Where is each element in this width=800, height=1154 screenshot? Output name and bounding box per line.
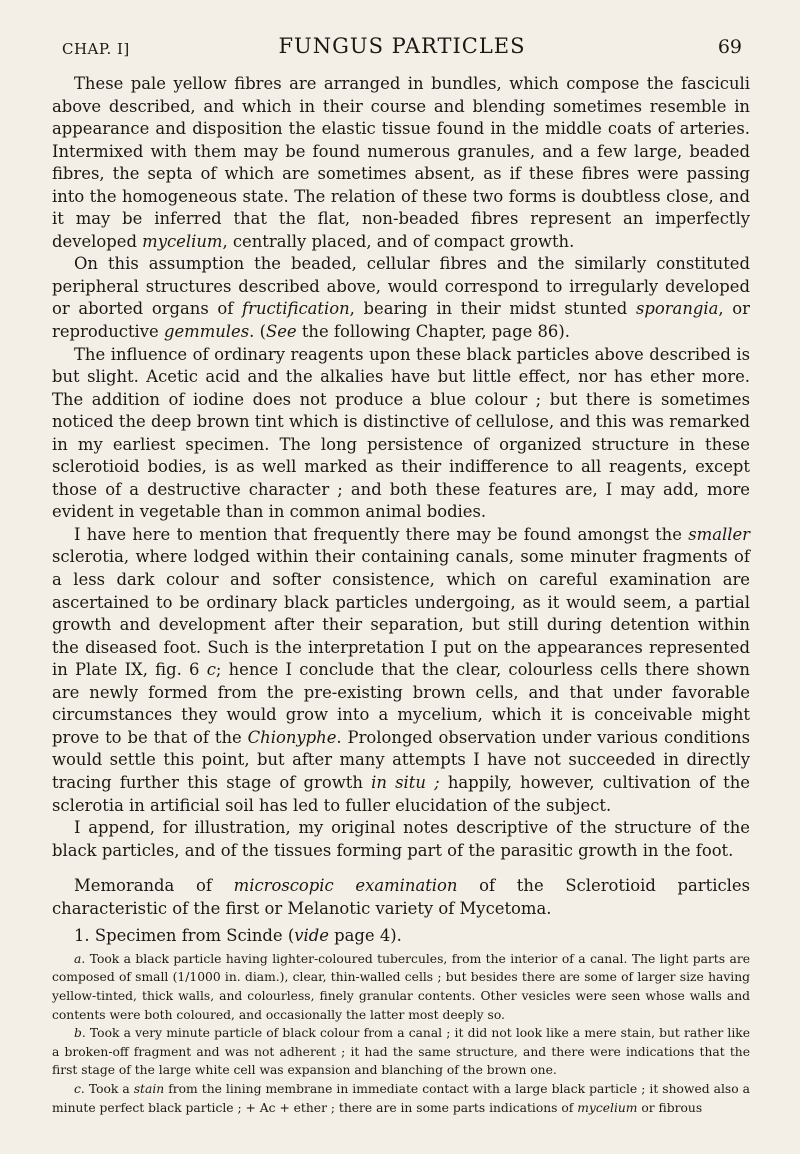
italic-text: mycelium bbox=[142, 231, 223, 251]
italic-text: mycelium bbox=[577, 1100, 638, 1115]
chapter-label: CHAP. I] bbox=[62, 40, 130, 58]
italic-text: gemmules bbox=[163, 322, 250, 342]
paragraph bbox=[52, 817, 750, 862]
text-run: , centrally placed, and of compact growth. bbox=[222, 231, 575, 251]
italic-text: fructification bbox=[242, 299, 350, 319]
paragraph bbox=[52, 925, 750, 948]
paragraph bbox=[52, 344, 750, 524]
text-run: These pale yellow fibres are arranged in bundles, which compose the fasciculi above described, and which in their course and blending sometimes resemble in appearance and disposition the elastic tissue found in the middle coats of arteries. Intermixed with them may be found numerous granules, and a few large, beaded fibres, the septa of which are sometimes absent, as if these fibres were passing into the homogeneous state. The relation of these two forms is doubtless close, and it may be inferred that the flat, non-beaded fibres represent an imperfectly developed bbox=[52, 74, 750, 251]
italic-text: a bbox=[74, 951, 82, 966]
italic-text: sporangia bbox=[635, 299, 719, 319]
paragraphs bbox=[52, 73, 750, 948]
paragraph bbox=[52, 875, 750, 920]
page-number: 69 bbox=[717, 36, 742, 58]
body-text bbox=[52, 73, 750, 1117]
text-run: , or reproductive bbox=[52, 299, 750, 342]
italic-text: vide bbox=[294, 926, 329, 946]
specimen-note bbox=[52, 950, 750, 1024]
text-run: . Prolonged observation under various conditions would settle this point, but after many attempts I have not succeeded in directly tracing further this stage of growth bbox=[52, 727, 750, 792]
italic-text: c bbox=[74, 1081, 81, 1096]
specimen-note bbox=[52, 1024, 750, 1080]
italic-text: b bbox=[74, 1026, 82, 1041]
text-run: . Took a very minute particle of black colour from a canal ; it did not look like a mere stain, but rather like a broken-off fragment and was not adherent ; it had the same structure, and there were indications that the first stage of the large white cell was expansion and blanching of the brown one. bbox=[52, 1026, 750, 1078]
running-header bbox=[62, 32, 742, 68]
text-run: ; hence I conclude that the clear, colourless cells there shown are newly formed from the pre-existing brown cells, and that under favorable circumstances they would grow into a mycelium, which it is conceivable might prove to be that of the bbox=[52, 660, 750, 747]
text-run: I have here to mention that frequently there may be found amongst the bbox=[74, 524, 689, 544]
text-run: of the Sclerotioid particles characteristic of the first or Melanotic variety of Mycetoma. bbox=[52, 876, 750, 918]
text-run: from the lining membrane in immediate contact with a large black particle ; it showed also a minute perfect black particle ; + Ac + ether ; there are in some parts indications of bbox=[52, 1081, 750, 1115]
specimen-notes bbox=[52, 950, 750, 1117]
text-run: 1. Specimen from Scinde ( bbox=[74, 926, 295, 946]
text-run: the following Chapter, page 86). bbox=[296, 322, 570, 342]
text-run: I append, for illustration, my original notes descriptive of the structure of the black particles, and of the tissues forming part of the parasitic growth in the foot. bbox=[52, 818, 750, 860]
text-run: . Took a bbox=[80, 1081, 134, 1096]
italic-text: See bbox=[265, 322, 297, 342]
italic-text: microscopic examination bbox=[233, 876, 458, 896]
paragraph bbox=[52, 73, 750, 253]
paragraph bbox=[52, 524, 750, 817]
paragraph bbox=[52, 253, 750, 343]
italic-text: c bbox=[206, 660, 216, 680]
italic-text: smaller bbox=[688, 524, 750, 544]
text-run: Memoranda of bbox=[74, 876, 234, 896]
italic-text: stain bbox=[133, 1081, 165, 1096]
text-run: or fibrous bbox=[637, 1100, 703, 1115]
specimen-note bbox=[52, 1080, 750, 1117]
text-run: happily, however, cultivation of the sclerotia in artificial soil has led to fuller elucidation of the subject. bbox=[52, 772, 750, 815]
text-run: , bearing in their midst stunted bbox=[349, 299, 636, 319]
text-run: On this assumption the beaded, cellular fibres and the similarly constituted peripheral structures described above, would correspond to irregularly developed or aborted organs of bbox=[52, 254, 750, 319]
text-run: . Took a black particle having lighter-coloured tubercules, from the interior of a canal. The light parts are composed of small (1/1000 in. diam.), clear, thin-walled cells ; but besides there are some of larger size having yellow-tinted, thick walls, and colourless, finely granular contents. Other vesicles were seen whose walls and contents were both coloured, and occasionally the latter most deeply so. bbox=[52, 951, 750, 1022]
text-run: page 4). bbox=[328, 926, 402, 946]
italic-text: in situ ; bbox=[371, 772, 440, 792]
italic-text: Chionyphe bbox=[247, 727, 337, 747]
running-title: FUNGUS PARTICLES bbox=[278, 34, 526, 58]
text-run: sclerotia, where lodged within their containing canals, some minuter fragments of a less dark colour and softer consistence, which on careful examination are ascertained to be ordinary black particles undergoing, as it would seem, a partial growth and development after their separation, but still during detention within the diseased foot. Such is the interpretation I put on the appearances represented in Plate IX, fig. 6 bbox=[52, 547, 750, 680]
text-run: . ( bbox=[249, 322, 266, 342]
text-run: The influence of ordinary reagents upon these black particles above described is but slight. Acetic acid and the alkalies have but little effect, nor has ether more. The addition of iodine does not produce a blue colour ; but there is sometimes noticed the deep brown tint which is distinctive of cellulose, and this was remarked in my earliest specimen. The long persistence of organized structure in these sclerotioid bodies, is as well marked as their indifference to all reagents, except those of a destructive character ; and both these features are, I may add, more evident in vegetable than in common animal bodies. bbox=[52, 344, 750, 522]
